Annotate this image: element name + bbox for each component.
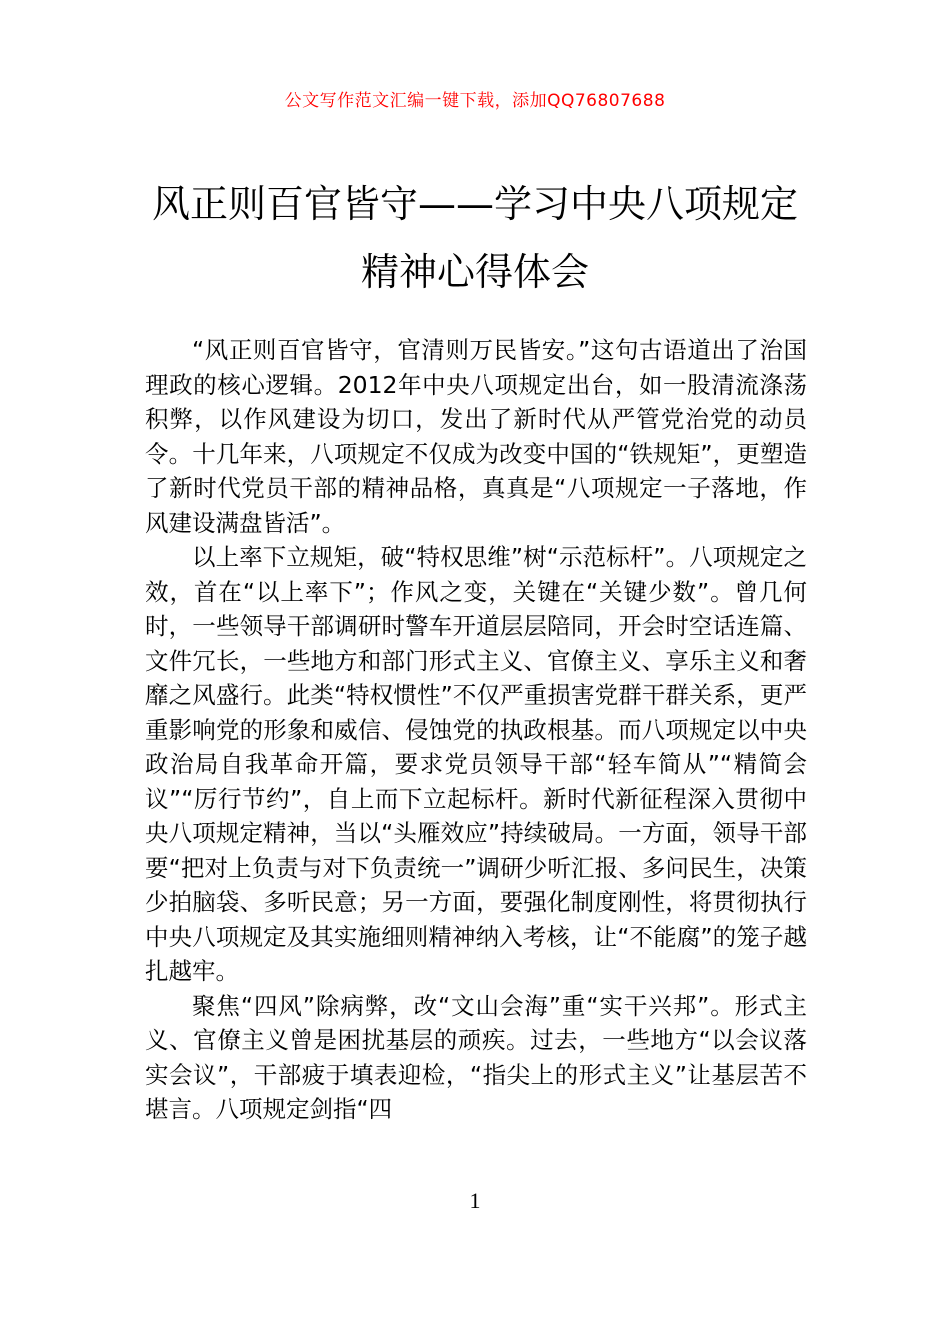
paragraph: 以上率下立规矩，破“特权思维”树“示范标杆”。八项规定之效，首在“以上率下”；作风之变，关键在“关键少数”。曾几何时，一些领导干部调研时警车开道层层陪同，开会时空话连篇、文件冗长，一些地方和部门形式主义、官僚主义、享乐主义和奢靡之风盛行。此类“特权惯性”不仅严重损害党群干群关系，更严重影响党的形象和威信、侵蚀党的执政根基。而八项规定以中央政治局自我革命开篇，要求党员领导干部“轻车简从”“精简会议”“厉行节约”，自上而下立起标杆。新时代新征程深入贯彻中央八项规定精神，当以“头雁效应”持续破局。一方面，领导干部要“把对上负责与对下负责统一”调研少听汇报、多问民生，决策少拍脑袋、多听民意；另一方面，要强化制度刚性，将贯彻执行中央八项规定及其实施细则精神纳入考核，让“不能腐”的笼子越扎越牢。 <box>145 543 807 985</box>
page-number: 1 <box>469 1188 481 1213</box>
paragraph: “风正则百官皆守，官清则万民皆安。”这句古语道出了治国理政的核心逻辑。2012年中央八项规定出台，如一股清流涤荡积弊，以作风建设为切口，发出了新时代从严管党治党的动员令。十几年来，八项规定不仅成为改变中国的“铁规矩”，更塑造了新时代党员干部的精神品格，真真是“八项规定一子落地，作风建设满盘皆活”。 <box>145 336 807 537</box>
download-banner: 公文写作范文汇编一键下载，添加QQ76807688 <box>284 91 666 111</box>
document-title: 风正则百官皆守——学习中央八项规定精神心得体会 <box>151 182 798 294</box>
document-body <box>145 333 807 1127</box>
paragraph: 聚焦“四风”除病弊，改“文山会海”重“实干兴邦”。形式主义、官僚主义曾是困扰基层的顽疾。过去，一些地方“以会议落实会议”，干部疲于填表迎检，“指尖上的形式主义”让基层苦不堪言。八项规定剑指“四 <box>145 991 807 1123</box>
